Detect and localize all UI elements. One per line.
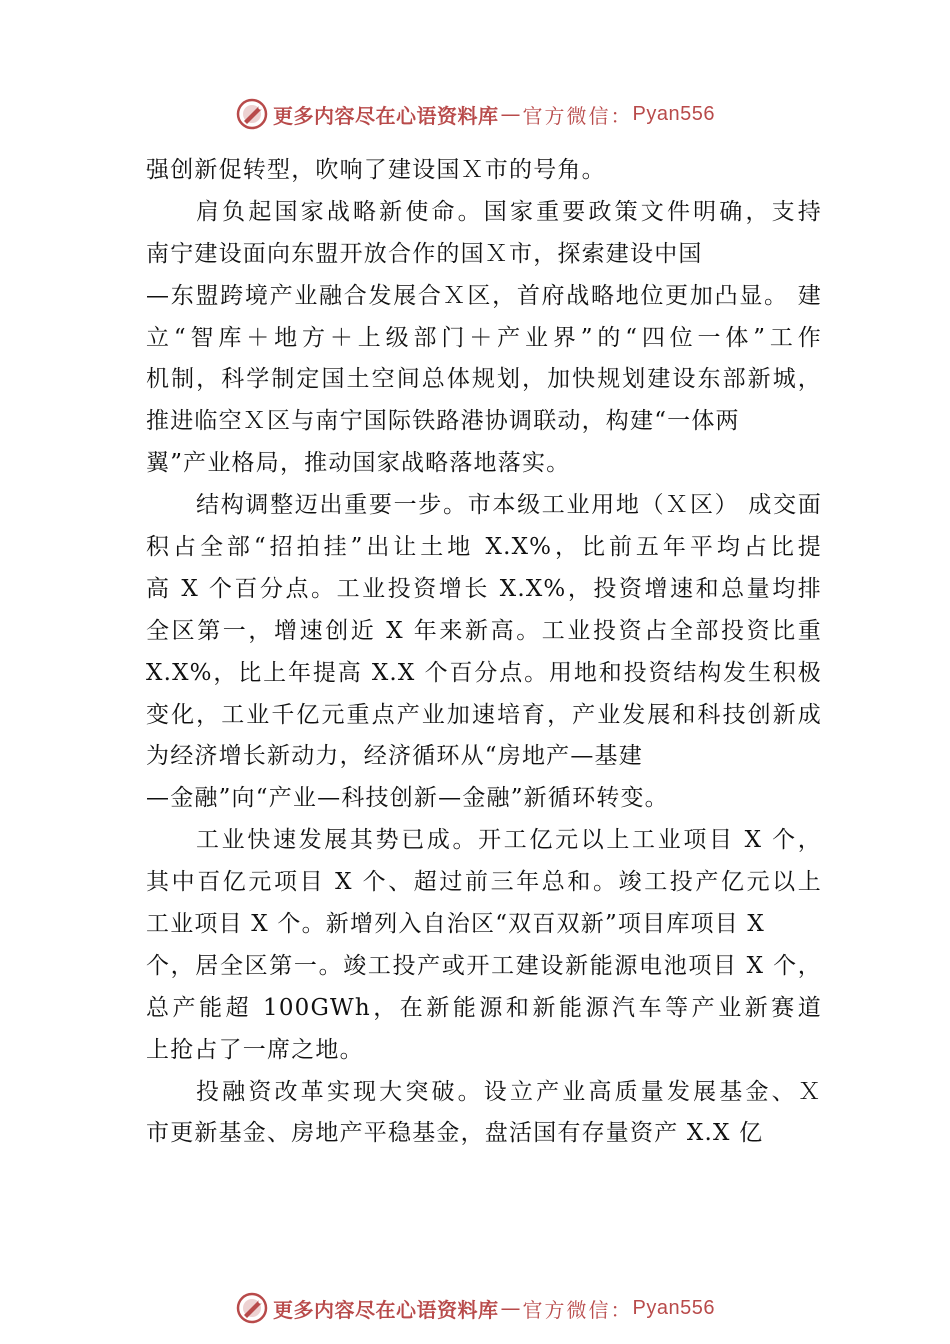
text-line: 总产能超 100GWh，在新能源和新能源汽车等产业新赛道	[146, 994, 822, 1021]
text-line: 其中百亿元项目 X 个、超过前三年总和。竣工投产亿元以上	[146, 869, 822, 896]
header-watermark	[0, 94, 950, 134]
watermark-label: 官方微信：	[522, 1297, 633, 1322]
text-line: 推进临空Ｘ区与南宁国际铁路港协调联动，构建“一体两	[146, 408, 740, 435]
text-line: 为经济增长新动力，经济循环从“房地产—基建	[146, 743, 643, 770]
watermark-separator: —	[500, 102, 521, 126]
text-line: —东盟跨境产业融合发展合Ｘ区，首府战略地位更加凸显。 建	[146, 282, 822, 309]
text-line: 高 X 个百分点。工业投资增长 X.X%，投资增速和总量均排	[146, 575, 822, 602]
watermark-wechat-id: Pyan556	[632, 102, 715, 125]
text-line: —金融”向“产业—科技创新—金融”新循环转变。	[146, 785, 669, 812]
text-line: 变化，工业千亿元重点产业加速培育，产业发展和科技创新成	[146, 701, 822, 728]
brand-logo-icon	[235, 1291, 269, 1325]
text-line: 强创新促转型，吹响了建设国Ｘ市的号角。	[146, 157, 606, 183]
text-line: 市更新基金、房地产平稳基金，盘活国有存量资产 X.X 亿	[146, 1120, 764, 1147]
watermark-site-text: 更多内容尽在心语资料库	[273, 103, 499, 128]
text-line: 工业项目 X 个。新增列入自治区“双百双新”项目库项目 X	[146, 911, 765, 938]
watermark-site-text: 更多内容尽在心语资料库	[273, 1297, 499, 1322]
text-line: 南宁建设面向东盟开放合作的国Ｘ市，探索建设中国	[146, 240, 703, 267]
text-line: 个，居全区第一。竣工投产或开工建设新能源电池项目 X 个，	[146, 952, 822, 979]
paragraph-start-line: 肩负起国家战略新使命。国家重要政策文件明确，支持	[196, 198, 822, 225]
text-line: 上抢占了一席之地。	[146, 1036, 364, 1063]
text-line: 立“智库＋地方＋上级部门＋产业界”的“四位一体”工作	[146, 324, 822, 351]
text-line: 全区第一，增速创近 X 年来新高。工业投资占全部投资比重	[146, 617, 822, 644]
watermark-label: 官方微信：	[522, 103, 633, 128]
paragraph-start-line: 结构调整迈出重要一步。市本级工业用地（Ｘ区） 成交面	[196, 492, 822, 519]
text-line: 积占全部“招拍挂”出让土地 X.X%，比前五年平均占比提	[146, 534, 822, 561]
text-line: X.X%，比上年提高 X.X 个百分点。用地和投资结构发生积极	[146, 659, 822, 686]
watermark-wechat-id: Pyan556	[632, 1296, 715, 1319]
watermark-separator: —	[500, 1296, 521, 1320]
paragraph-start-line: 投融资改革实现大突破。设立产业高质量发展基金、Ｘ	[196, 1078, 822, 1105]
footer-watermark	[0, 1288, 950, 1328]
text-line: 机制，科学制定国土空间总体规划，加快规划建设东部新城，	[146, 366, 822, 393]
paragraph-start-line: 工业快速发展其势已成。开工亿元以上工业项目 X 个，	[196, 827, 822, 854]
brand-logo-icon	[235, 97, 269, 131]
text-line: 翼”产业格局，推动国家战略落地落实。	[146, 450, 571, 477]
document-body	[146, 150, 822, 1155]
